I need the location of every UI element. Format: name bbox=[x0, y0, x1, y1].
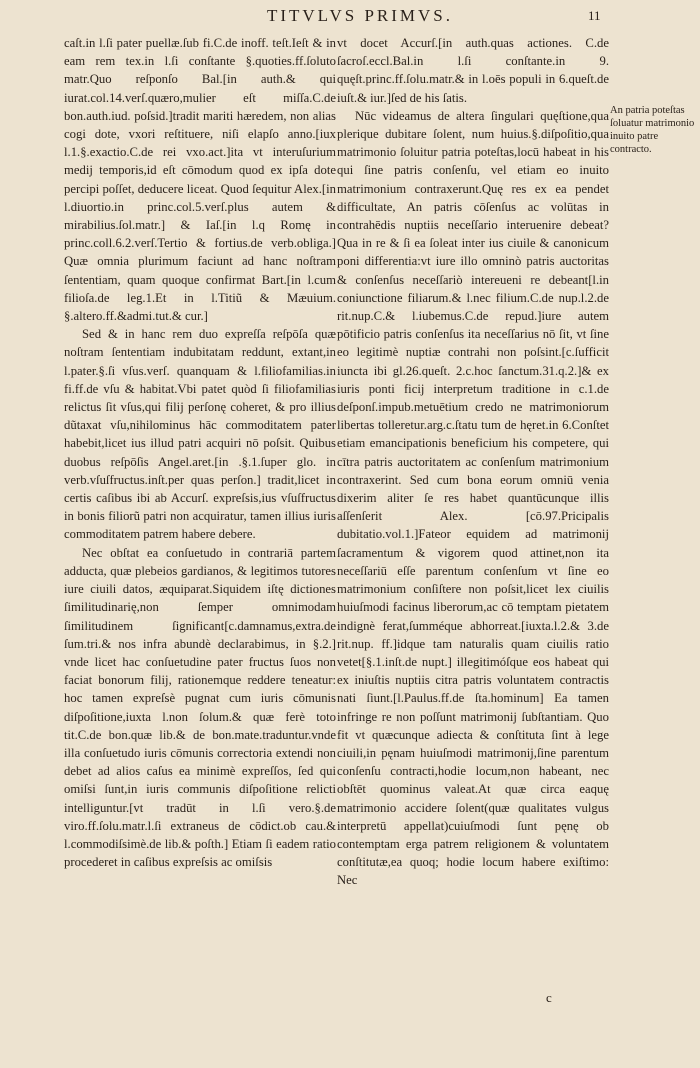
left-paragraph-2: Sed & in hanc rem duo expreſſa reſpōſa quæ noſtram ſententiam indubitatam reddunt, extant,in l.pater.§.ſi vſus.verſ. quanquam & l.filiofamilias.in fi.ff.de vſu & habitat.Vbi patet quòd ſi filiofamilias relictus ſit vſus,qui filij perſonę coheret, & pro illius dũtaxat vſu,nihilominus hāc commoditatem pater habebit,licet ius illud patri acquiri nō poſsit. Quibus duobus reſpōſis Angel.aret.[in .§.1.ſuper glo. in verb.vſuſfructus.inſt.per quas perſon.] tradit,licet in certis caſibus ibi ab Accurſ. expreſsis,ius vſuſfructus in bonis filiorũ patri non acquiratur, tamen illius iuris commoditatem patrem habere debere. bbox=[64, 327, 336, 542]
signature-mark: c bbox=[546, 990, 552, 1005]
left-paragraph-1: caſt.in l.ſi pater puellæ.ſub fi.C.de inoff. teſt.Ieſt & in eam rem tex.in l.ſi conſtante §.quoties.ff.ſoluto matr.Quo reſponſo Bal.[in auth.& qui iurat.col.14.verſ.quæro,mulier eſt miſſa.C.de bon.auth.iud. poſsid.]tradit mariti hæredem, non alias cogi dote, vxori reſtituere, niſi elapſo anno.[iux l.1.§.exactio.C.de rei vxo.act.]ita vt interuſurium medij temporis,id eſt cōmodum quod ex ipſa dote percipi poſſet, deducere liceat. Quod ſequitur Alex.[in l.diuortio.in princ.col.5.verſ.plus autem & mirabilius.ſol.matr.] & Iaſ.[in l.q Romę in princ.coll.6.2.verſ.Tertio & fortius.de verb.obliga.] Quæ omnia plurimum faciunt ad hanc noſtram ſententiam, quam quoque confirmat Bart.[in l.cum filioſa.de leg.1.Et in l.Titiũ & Mæuium. §.altero.ff.&admi.tut.& cur.] bbox=[64, 36, 336, 324]
marginal-note: An patria poteſtas ſoluatur matrimonio inuito patre contracto. bbox=[610, 105, 695, 155]
left-paragraph-3: Nec obſtat ea conſuetudo in contrariā partem adducta, quæ plebeios gardianos, & legitimos tutores iure ciuili datos, æquiparat.Siquidem iſtę dictiones ſimilitudinarię,non ſemper omnimodam ſimilitudinem ſignificant[c.damnamus,extra.de ſum.tri.& nos infra abundè declarabimus, in §.2.] vnde licet hac conſuetudine pater fructus ſuos non faciat bonorum filij, rationemque reddere teneatur: hoc tamen expreſsè pugnat cum iuris cōmunis diſpoſitione,iuxta l.non ſolum.& quæ ferè toto tit.C.de bon.quæ lib.& de bon.mate.traduntur.vnde illa conſuetudo iuris cōmunis correctoria extendi non debet ad alios caſus ea minimè expreſſos, ſed qui omiſsi ſunt,in iuris communis diſpoſitione relicti intelliguntur.[vt tradūt in l.ſi vero.§.de viro.ff.ſolu.matr.l.ſi extraneus de cōdict.ob cau.& l.commodiſsimè.de lib.& poſth.] Etiam ſi eadem ratio procederet in caſibus expreſsis ac omiſsis bbox=[64, 545, 336, 870]
right-column bbox=[337, 34, 609, 890]
running-title: TITVLVS PRIMVS. bbox=[266, 6, 454, 25]
folio-number: 11 bbox=[588, 8, 601, 23]
left-column bbox=[64, 34, 336, 871]
right-paragraph-2: Nūc videamus de altera ſingulari quęſtione,qua plerique dubitare ſolent, num huius.§.diſpoſitio,qua matrimonio ſoluitur patria poteſtas,locū habeat in his qui ſine patris conſenſu, vel etiam eo inuito matrimonium contraxerunt.Quę res ex ea pendet difficultate, An patris cōſenſus ac volūtas in contrahēdis nuptiis neceſſario interuenire debeat? Qua in re & ſi ea ſoleat inter ius ciuile & canonicum poni differentia:vt iure illo omninò patris auctoritas & conſenſus neceſſariò intereueni re debeant[l.in coniunctione filiarum.& l.nec filium.C.de nup.l.2.de rit.nup.C.& l.iubemus.C.de repud.]iure autem pōtificio patris conſenſus ita neceſſarius nō ſit, vt ſine eo legitimè nuptiæ contrahi non poſsint.[c.ſufficit iuncta ibi gl.26.queſt. 2.c.hoc ſanctum.31.q.2.]& ex iuris ponti ficij interpretum traditione in c.1.de deſponſ.impub.metuētium credo ne matrimoniorum libertas tolleretur.arg.c.ſtatu tum de hęret.in 6.Conſtet etiam emancipationis beneficium his competere, qui cītra patris auctoritatem ac conſenſum matrimonium contraxerint. Sed cum bona eorum omniū venia dixerim aliter ſe res habet quantūcunque illis aſſenſerit Alex. [cō.97.Pricipalis dubitatio.vol.1.]Fateor equidem ad matrimonij ſacramentum & vigorem quod attinet,non ita neceſſariū eſſe parentum conſenſum vt ſine eo matrimonium conſiſtere non poſsit,licet lex ciuilis huiuſmodi facinus liberorum,ac cō temptam pietatem indignè ferat,ſumméque abhorreat.[iuxta.l.2.& 3.de rit.nup. ff.]idque tam naturalis quam ciuilis ratio vetet[§.1.inſt.de nupt.] illegitimóſque eos habeat qui ex iniuſtis nuptiis citra patris voluntatem contractis nati ſiunt.[l.Paulus.ff.de ſta.hominum] Ea tamen infringe re non poſſunt matrimonij ſubſtantiam. Quo fit vt quæcunque adiecta & conſtituta ſint à lege ciuili,in pęnam huiuſmodi matrimonij,ſine parentum conſenſu contracti,hodie locum,non habeant, nec obſtēt quominus valeat.At quæ circa eaquę matrimonio accidere ſolent(quæ qualitates vulgus interpretū appellat)cuiuſmodi ſunt pęnę ob contemptam erga patrem religionem & voluntatem conſtitutæ,ea quoq; hodie locum habere exiſtimo: Nec bbox=[337, 108, 609, 888]
right-paragraph-1: vt docet Accurſ.[in auth.quas actiones. C.de ſacroſ.eccl.Bal.in l.ſi conſtante.in 9. quęſt.princ.ff.ſolu.matr.& in l.oēs populi in 6.queſt.de iuſt.& iur.]ſed de his ſatis. bbox=[337, 36, 609, 105]
